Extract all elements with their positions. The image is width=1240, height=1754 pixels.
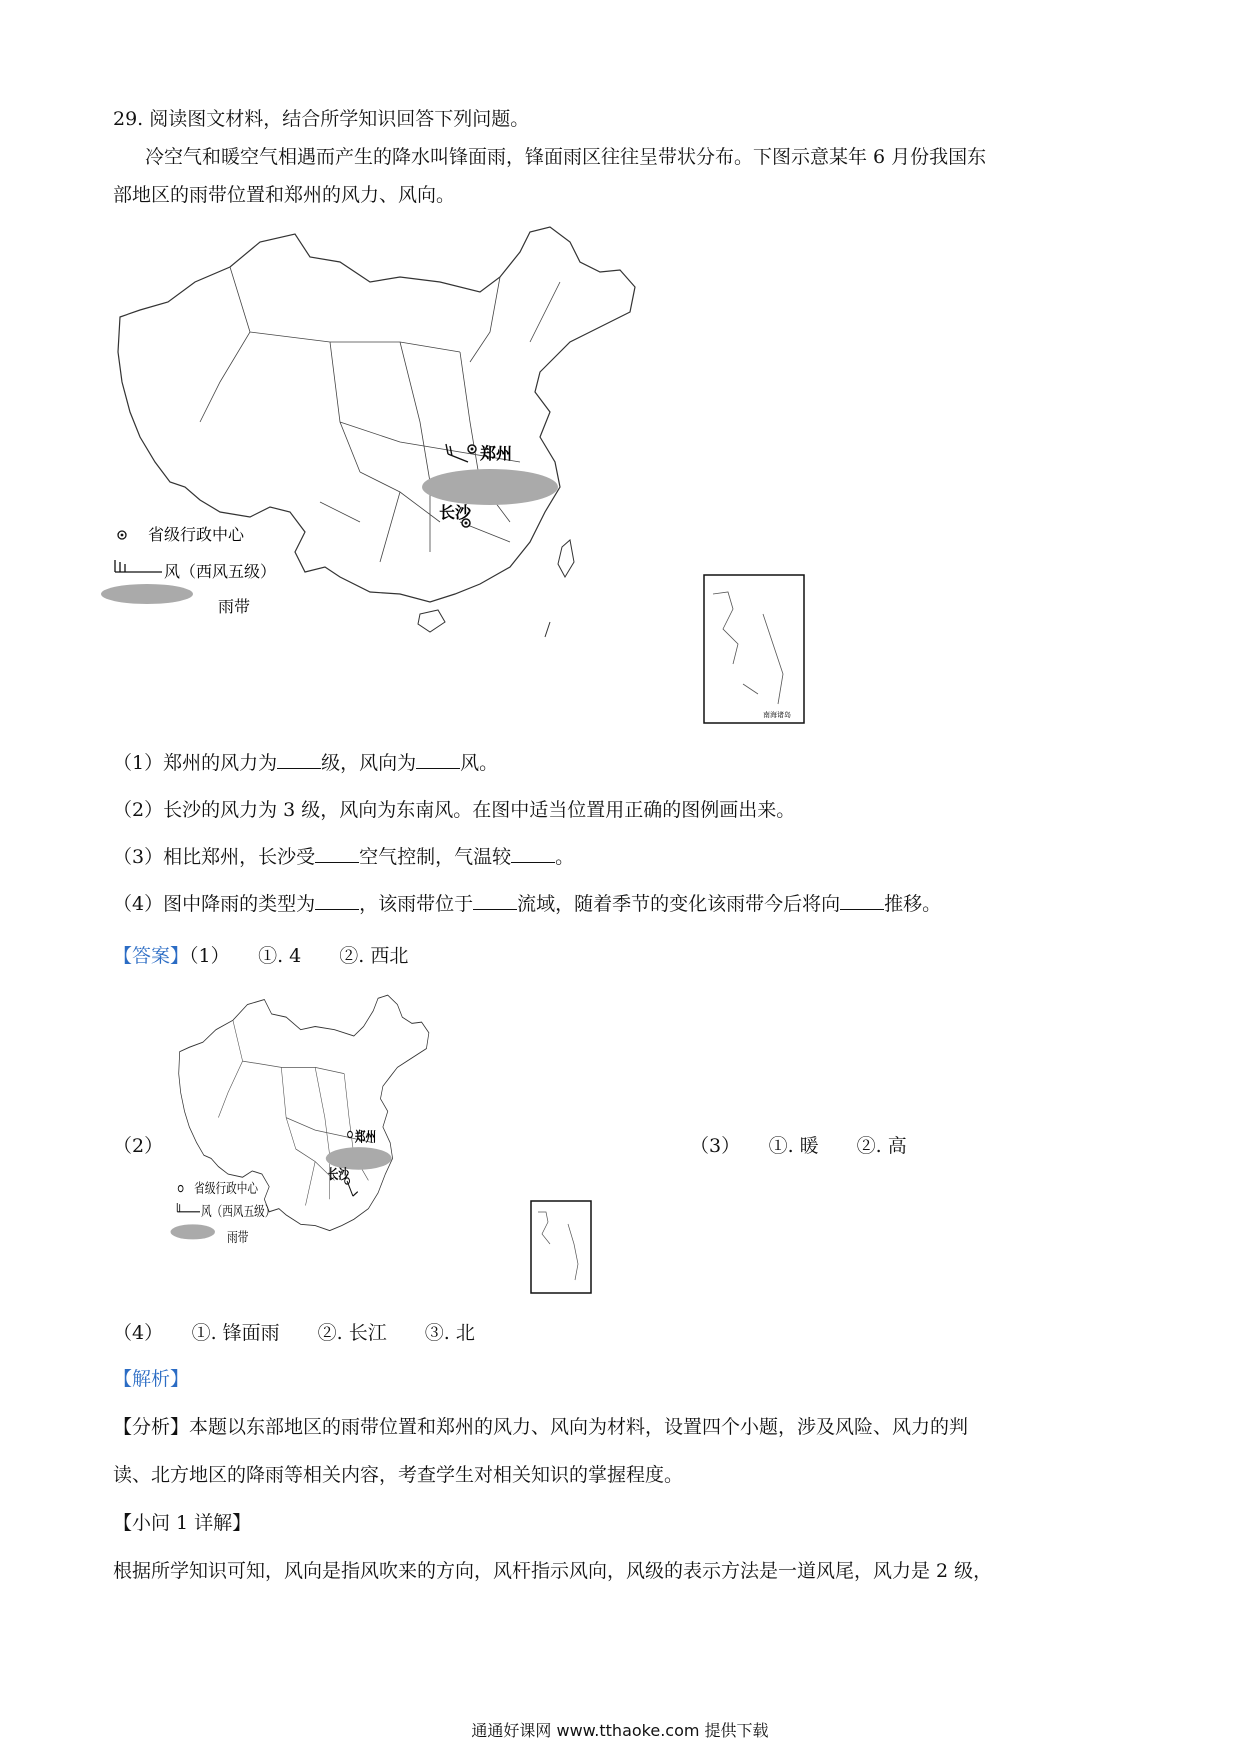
changsha-label: 长沙 xyxy=(439,503,472,522)
china-outline xyxy=(118,227,635,602)
analysis-fenxi-line-2: 读、北方地区的降雨等相关内容，考查学生对相关知识的掌握程度。 xyxy=(113,1464,684,1486)
answer-inset-map xyxy=(530,1200,592,1294)
legend-rainband-icon xyxy=(101,584,193,604)
q1-blank-1 xyxy=(277,750,321,769)
q1-text-a: （1）郑州的风力为 xyxy=(113,752,278,774)
material-text-line-2: 部地区的雨带位置和郑州的风力、风向。 xyxy=(113,184,456,206)
answer-3: （3） ①. 暖 ②. 高 xyxy=(690,1135,907,1157)
answer-map-changsha-label: 长沙 xyxy=(327,1166,350,1183)
fenxi-tag: 【分析】 xyxy=(113,1416,190,1438)
answer-map-figure xyxy=(170,992,470,1262)
xiaowen-1-heading: 【小问 1 详解】 xyxy=(113,1512,252,1534)
q1-text-b: 级，风向为 xyxy=(321,752,417,774)
q4-blank-2 xyxy=(473,891,517,910)
hainan-island xyxy=(418,610,445,632)
subquestion-1 xyxy=(113,750,498,776)
answer-legend-center-label: 省级行政中心 xyxy=(194,1180,259,1197)
q3-blank-1 xyxy=(315,844,359,863)
answer-legend-wind-label: 风（西风五级） xyxy=(200,1203,276,1220)
answer-4: （4） ①. 锋面雨 ②. 长江 ③. 北 xyxy=(113,1322,475,1344)
fenxi-text-1: 本题以东部地区的雨带位置和郑州的风力、风向为材料，设置四个小题，涉及风险、风力的判 xyxy=(189,1416,969,1438)
subquestion-4 xyxy=(113,891,941,917)
detail-line: 根据所学知识可知，风向是指风吹来的方向，风杆指示风向，风级的表示方法是一道风尾，风力是 2 级， xyxy=(113,1560,993,1582)
south-china-sea-inset xyxy=(703,574,807,726)
question-title: 29. 阅读图文材料，结合所学知识回答下列问题。 xyxy=(113,108,530,130)
legend-wind-icon xyxy=(115,560,162,572)
q4-text-a: （4）图中降雨的类型为 xyxy=(113,893,316,915)
q1-text-c: 风。 xyxy=(460,752,499,774)
answer-1 xyxy=(113,943,408,969)
q4-text-b: ，该雨带位于 xyxy=(359,893,474,915)
q4-blank-1 xyxy=(315,891,359,910)
taiwan-island xyxy=(558,540,574,577)
subquestion-2: （2）长沙的风力为 3 级，风向为东南风。在图中适当位置用正确的图例画出来。 xyxy=(113,799,796,821)
q4-text-d: 推移。 xyxy=(884,893,942,915)
q3-text-b: 空气控制，气温较 xyxy=(359,846,512,868)
material-text-line-1: 冷空气和暖空气相遇而产生的降水叫锋面雨，锋面雨区往往呈带状分布。下图示意某年 6 月份我国东 xyxy=(145,146,987,168)
footer-text: 通通好课网 www.tthaoke.com 提供下载 xyxy=(471,1721,769,1740)
china-map-figure xyxy=(100,222,720,652)
zhengzhou-label: 郑州 xyxy=(480,444,513,463)
answer-map-zhengzhou-label: 郑州 xyxy=(354,1129,377,1145)
analysis-tag: 【解析】 xyxy=(113,1368,190,1390)
q4-text-c: 流域，随着季节的变化该雨带今后将向 xyxy=(517,893,841,915)
subquestion-3 xyxy=(113,844,574,870)
q3-blank-2 xyxy=(511,844,555,863)
sea-line xyxy=(545,622,550,637)
q4-blank-3 xyxy=(840,891,884,910)
answer-1-text: （1） ①. 4 ②. 西北 xyxy=(189,945,409,967)
legend-center-label: 省级行政中心 xyxy=(148,525,245,544)
legend-wind-label: 风（西风五级） xyxy=(164,562,277,581)
answer-legend-rainband-label: 雨带 xyxy=(227,1229,249,1246)
inset-label: 南海诸岛 xyxy=(763,711,791,719)
q3-text-c: 。 xyxy=(555,846,575,868)
rain-band xyxy=(422,469,558,505)
answer-2-label: （2） xyxy=(113,1135,164,1157)
china-map-svg xyxy=(100,222,720,652)
analysis-fenxi-line-1 xyxy=(113,1414,968,1440)
legend-rainband-label: 雨带 xyxy=(218,597,251,616)
q3-text-a: （3）相比郑州，长沙受 xyxy=(113,846,316,868)
q1-blank-2 xyxy=(416,750,460,769)
answer-tag: 【答案】 xyxy=(113,945,190,967)
